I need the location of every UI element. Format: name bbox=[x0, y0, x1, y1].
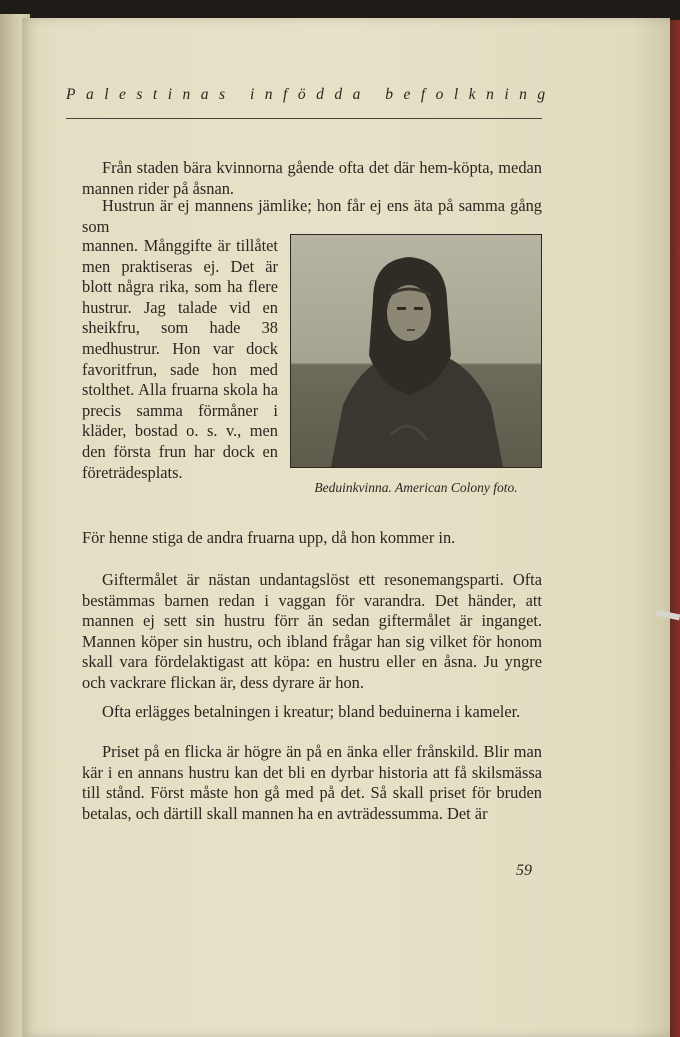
photo-caption: Beduinkvinna. American Colony foto. bbox=[314, 480, 518, 495]
running-header: Palestinas infödda befolkning bbox=[66, 86, 556, 103]
wrapped-paragraph: mannen. Månggifte är tillåtet men praktiseras ej. Det är blott några rika, som ha flere hustrur. Jag talade vid en sheikfru, som hade 38 medhustrur. Hon var dock favoritfrun, sade hon med stolthet. Alla fruarna skola ha precis samma förmåner i kläder, bostad o. s. v., men den första frun har dock en företrädesplats. bbox=[82, 236, 278, 482]
photo-bedouin-woman-icon bbox=[291, 235, 541, 467]
header-rule bbox=[66, 118, 542, 119]
paragraph-4: Giftermålet är nästan undantagslöst ett resonemangsparti. Ofta bestämmas barnen redan i vaggan för varandra. Det händer, att mannen ej sett sin hustru förr än sedan giftermålet är inganget. Mannen köper sin hustru, och ibland frågar han sig vilket för honom skall vara fördelaktigast att köpa: en hustru eller en åsna. Ju yngre och vackrare flickan är, dess dyrare är hon. bbox=[82, 570, 542, 692]
bedouin-woman-photo bbox=[290, 234, 542, 468]
paragraph-3: För henne stiga de andra fruarna upp, då hon kommer in. bbox=[82, 528, 456, 547]
paragraph-5: Ofta erlägges betalningen i kreatur; bland beduinerna i kameler. bbox=[102, 702, 521, 721]
paragraph-2: Hustrun är ej mannens jämlike; hon får ej ens äta på samma gång som bbox=[82, 196, 542, 236]
page-number: 59 bbox=[516, 862, 532, 879]
paragraph-1: Från staden bära kvinnorna gående ofta det där hem-köpta, medan mannen rider på åsnan. bbox=[82, 158, 542, 198]
paragraph-6: Priset på en flicka är högre än på en änka eller frånskild. Blir man kär i en annans hustru kan det bli en dyrbar historia att få skilsmässa till stånd. Först måste hon gå med på det. Så skall priset för bruden betalas, och därtill skall mannen ha en avträdessumma. Det är bbox=[82, 742, 542, 823]
